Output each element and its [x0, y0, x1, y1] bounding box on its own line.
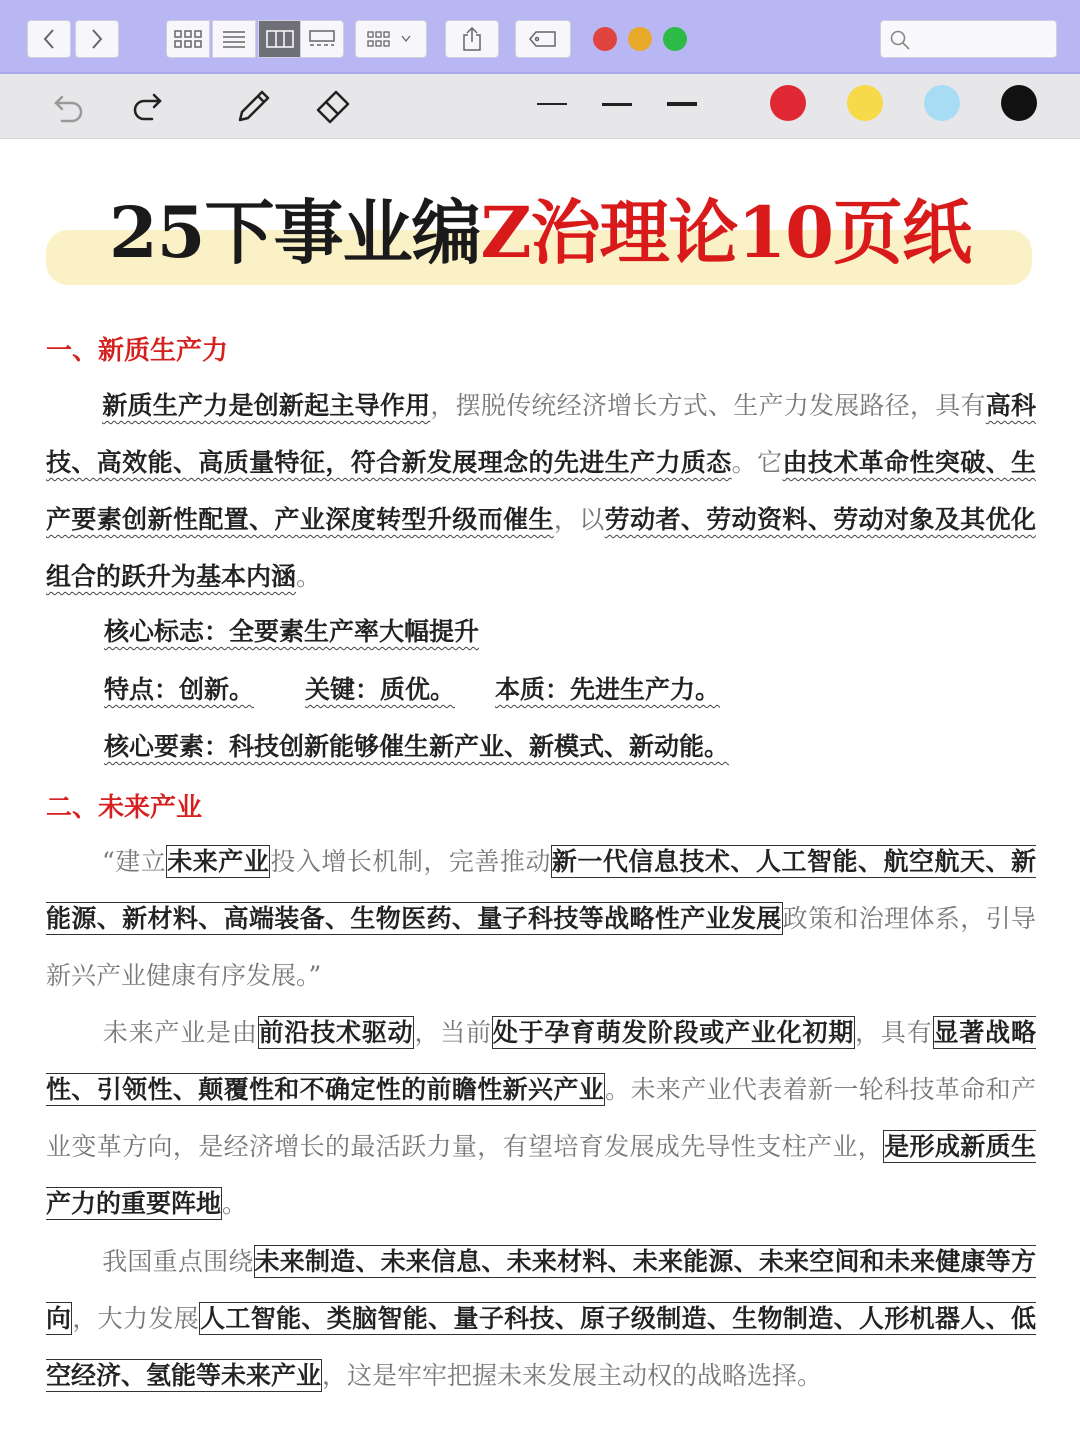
boxed-text: 显著战略性、引领性、颠覆性和不确定性的前瞻性新兴产业 [46, 1018, 1036, 1104]
emphasis-text: 劳动者、劳动资料、劳动对象及其优化组合的跃升为基本内涵 [46, 505, 1036, 591]
list-view-icon [222, 30, 246, 48]
forward-button[interactable] [75, 20, 119, 58]
stroke-thin[interactable] [537, 103, 567, 105]
share-icon [461, 26, 483, 52]
chevron-left-icon [42, 28, 56, 50]
body-text: ，当前 [414, 1018, 492, 1047]
grid-view-button[interactable] [166, 20, 210, 58]
body-text: ，摆脱传统经济增长方式、生产力发展路径，具有 [430, 391, 986, 420]
boxed-text: 人工智能、类脑智能、量子科技、原子级制造、生物制造、人形机器人、低空经济、氢能等未来产业 [46, 1304, 1036, 1390]
green-window-dot[interactable] [663, 27, 687, 51]
essence-line: 本质：先进生产力。 [495, 675, 721, 704]
tag-icon [528, 30, 558, 48]
group-by-button[interactable] [355, 20, 427, 58]
share-button[interactable] [445, 20, 499, 58]
body-text: 。未来产业代表着新一轮科技革命和产业变革方向，是经济增长的最活跃力量，有望培育发展成先导性支柱产业， [46, 1075, 1036, 1161]
column-view-icon [266, 30, 294, 48]
body-text: ，具有 [855, 1018, 933, 1047]
body-text: ，以 [553, 505, 605, 534]
boxed-text: 未来产业 [167, 847, 270, 876]
document-title [0, 188, 1080, 278]
boxed-text: 是形成新质生产力的重要阵地 [46, 1132, 1036, 1218]
pen-color-black[interactable] [1001, 85, 1037, 121]
emphasis-text: 新质生产力是创新起主导作用 [102, 391, 431, 420]
gallery-view-icon [308, 30, 336, 48]
group-by-icon [366, 30, 416, 48]
boxed-text: 处于孕育萌发阶段或产业化初期 [492, 1018, 855, 1047]
eraser-tool[interactable] [312, 84, 356, 128]
body-text: 我国重点围绕 [102, 1247, 254, 1276]
body-text: ，大力发展 [72, 1304, 200, 1333]
red-window-dot[interactable] [593, 27, 617, 51]
core-elements-line: 核心要素：科技创新能够催生新产业、新模式、新动能。 [104, 732, 730, 761]
search-icon [889, 29, 911, 51]
body-text: 。 [296, 562, 322, 591]
section-heading-2: 二、未来产业 [46, 793, 203, 823]
body-text: 。它 [731, 448, 783, 477]
eraser-icon [314, 86, 354, 126]
undo-icon [52, 89, 88, 123]
body-text: 未来产业是由 [102, 1018, 258, 1047]
stroke-thick[interactable] [667, 102, 697, 106]
body-text: “建立 [102, 847, 167, 876]
title-black-part: 25下事业编 [109, 191, 481, 274]
body-text: 政策和治理体系，引导新兴产业健康有序发展。” [46, 904, 1036, 990]
column-view-button[interactable] [258, 20, 302, 58]
redo-button[interactable] [124, 84, 168, 128]
feature-line: 特点：创新。 [104, 675, 255, 704]
boxed-text: 前沿技术驱动 [258, 1018, 414, 1047]
title-red-part: Z治理论10页纸 [480, 191, 971, 274]
chevron-right-icon [90, 28, 104, 50]
window-toolbar [0, 0, 1080, 74]
key-line: 关键：质优。 [305, 675, 456, 704]
body-text: 投入增长机制，完善推动 [270, 847, 551, 876]
redo-icon [128, 89, 164, 123]
grid-view-icon [174, 30, 202, 48]
section1-paragraph [46, 377, 1036, 605]
pencil-tool[interactable] [232, 84, 276, 128]
gallery-view-button[interactable] [300, 20, 344, 58]
body-text: 。 [222, 1189, 248, 1218]
pen-color-red[interactable] [770, 85, 806, 121]
body-text: ，这是牢牢把握未来发展主动权的战略选择。 [322, 1361, 823, 1390]
core-mark-line: 核心标志：全要素生产率大幅提升 [104, 617, 480, 646]
yellow-window-dot[interactable] [628, 27, 652, 51]
pen-color-blue[interactable] [924, 85, 960, 121]
undo-button[interactable] [48, 84, 92, 128]
emphasis-text: 由技术革命性突破、生产要素创新性配置、产业深度转型升级而催生 [46, 448, 1036, 534]
pencil-icon [234, 86, 274, 126]
emphasis-text: 高科技、高效能、高质量特征，符合新发展理念的先进生产力质态 [46, 391, 1036, 477]
boxed-text: 新一代信息技术、人工智能、航空航天、新能源、新材料、高端装备、生物医药、量子科技等战略性产业发展 [46, 847, 1036, 933]
tag-button[interactable] [515, 20, 571, 58]
stroke-medium[interactable] [602, 103, 632, 106]
future-industry-paragraph [46, 1004, 1036, 1232]
key-directions-paragraph [46, 1233, 1036, 1404]
document-title-area [0, 180, 1080, 300]
pen-color-yellow[interactable] [847, 85, 883, 121]
list-view-button[interactable] [212, 20, 256, 58]
back-button[interactable] [27, 20, 71, 58]
boxed-text: 未来制造、未来信息、未来材料、未来能源、未来空间和未来健康等方向 [46, 1247, 1036, 1333]
search-field[interactable] [880, 20, 1057, 58]
quote-paragraph [46, 833, 1036, 1004]
section-heading-1: 一、新质生产力 [46, 336, 229, 366]
